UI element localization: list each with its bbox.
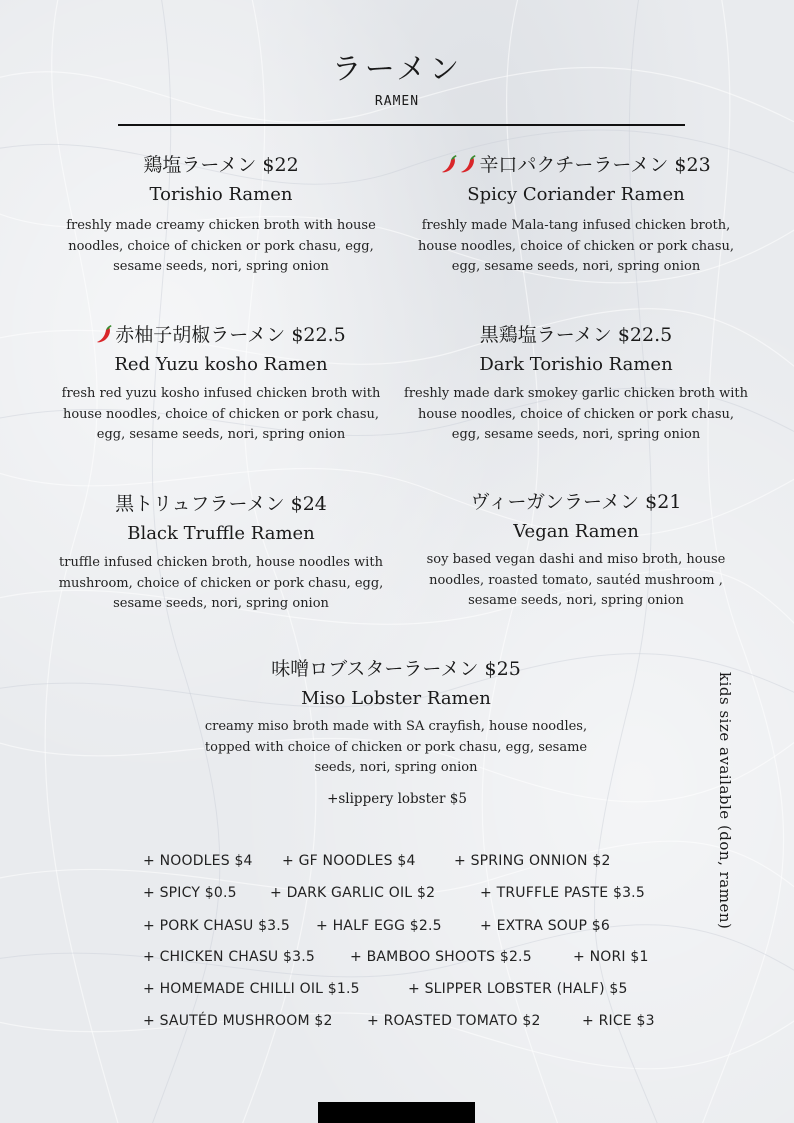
item-description: freshly made dark smokey garlic chicken broth with house noodles, choice of chicken or pork chasu, egg, sesame seeds, nori, spring onion: [404, 386, 748, 442]
addon-rice: + RICE $3: [582, 1013, 655, 1029]
addon-homemade-chilli-oil: + HOMEMADE CHILLI OIL $1.5: [143, 981, 360, 997]
item-description: fresh red yuzu kosho infused chicken broth with house noodles, choice of chicken or pork chasu, egg, sesame seeds, nori, spring onion: [61, 386, 381, 442]
addon-spicy: + SPICY $0.5: [143, 885, 237, 901]
header-divider: [118, 124, 685, 126]
item-description: freshly made Mala-tang infused chicken broth, house noodles, choice of chicken or pork chasu, egg, sesame seeds, nori, spring onion: [417, 218, 734, 274]
item-name-jp: ヴィーガンラーメン $21: [470, 491, 682, 513]
addon-dark-garlic-oil: + DARK GARLIC OIL $2: [270, 885, 436, 901]
addon-spring-onion: + SPRING ONNION $2: [454, 853, 611, 869]
addon-extra-soup: + EXTRA SOUP $6: [480, 918, 610, 934]
menu-item-dark-torishio: [404, 323, 748, 446]
menu-item-spicy-coriander: [404, 153, 748, 278]
item-name-en: Red Yuzu kosho Ramen: [114, 354, 328, 375]
item-name-en: Miso Lobster Ramen: [301, 688, 491, 709]
item-name-en: Black Truffle Ramen: [127, 523, 315, 544]
addon-slipper-lobster-half: + SLIPPER LOBSTER (HALF) $5: [408, 981, 628, 997]
menu-item-miso-lobster: [186, 657, 606, 779]
addon-gf-noodles: + GF NOODLES $4: [282, 853, 416, 869]
item-name-en: Spicy Coriander Ramen: [467, 184, 685, 205]
addon-roasted-tomato: + ROASTED TOMATO $2: [367, 1013, 541, 1029]
menu-item-black-truffle: [54, 492, 388, 615]
page-title-en: RAMEN: [374, 94, 420, 109]
item-description: freshly made creamy chicken broth with house noodles, choice of chicken or pork chasu, egg, sesame seeds, nori, spring onion: [66, 218, 376, 274]
kids-size-note: [718, 672, 748, 972]
item-name-en: Torishio Ramen: [149, 184, 293, 205]
item-name-jp: 黒トリュフラーメン $24: [115, 493, 327, 515]
addon-half-egg: + HALF EGG $2.5: [316, 918, 442, 934]
addon-truffle-paste: + TRUFFLE PASTE $3.5: [480, 885, 645, 901]
item-description: soy based vegan dashi and miso broth, house noodles, roasted tomato, sautéd mushroom , sesame seeds, nori, spring onion: [426, 552, 726, 608]
addon-sauted-mushroom: + SAUTÉD MUSHROOM $2: [143, 1013, 333, 1029]
item-name-jp: 辛口パクチーラーメン $23: [479, 154, 711, 176]
page-title-jp: ラーメン: [331, 52, 463, 87]
chili-pepper-icon: [460, 154, 478, 174]
addon-pork-chasu: + PORK CHASU $3.5: [143, 918, 291, 934]
item-name-en: Dark Torishio Ramen: [479, 354, 673, 375]
item-name-jp: 鶏塩ラーメン $22: [143, 154, 299, 176]
footer-bar: [318, 1102, 475, 1123]
addon-nori: + NORI $1: [573, 949, 649, 965]
chili-pepper-icon: [441, 154, 459, 174]
menu-item-torishio: [50, 153, 392, 278]
chili-pepper-icon: [96, 324, 114, 344]
lobster-extra-note: +slippery lobster $5: [327, 791, 467, 807]
addon-chicken-chasu: + CHICKEN CHASU $3.5: [143, 949, 315, 965]
item-description: truffle infused chicken broth, house noodles with mushroom, choice of chicken or pork chasu, egg, sesame seeds, nori, spring onion: [58, 555, 384, 611]
menu-item-vegan: [408, 490, 744, 612]
item-name-jp: 赤柚子胡椒ラーメン $22.5: [115, 324, 346, 346]
item-name-jp: 味噌ロブスターラーメン $25: [271, 658, 521, 680]
item-name-en: Vegan Ramen: [513, 521, 639, 542]
addon-noodles: + NOODLES $4: [143, 853, 253, 869]
item-description: creamy miso broth made with SA crayfish, house noodles, topped with choice of chicken or pork chasu, egg, sesame seeds, nori, spring onion: [204, 719, 588, 775]
menu-item-red-yuzu-kosho: [50, 323, 392, 446]
addon-bamboo-shoots: + BAMBOO SHOOTS $2.5: [350, 949, 532, 965]
kids-size-note-text: kids size available (don, ramen): [716, 672, 734, 930]
item-name-jp: 黒鶏塩ラーメン $22.5: [479, 324, 673, 346]
